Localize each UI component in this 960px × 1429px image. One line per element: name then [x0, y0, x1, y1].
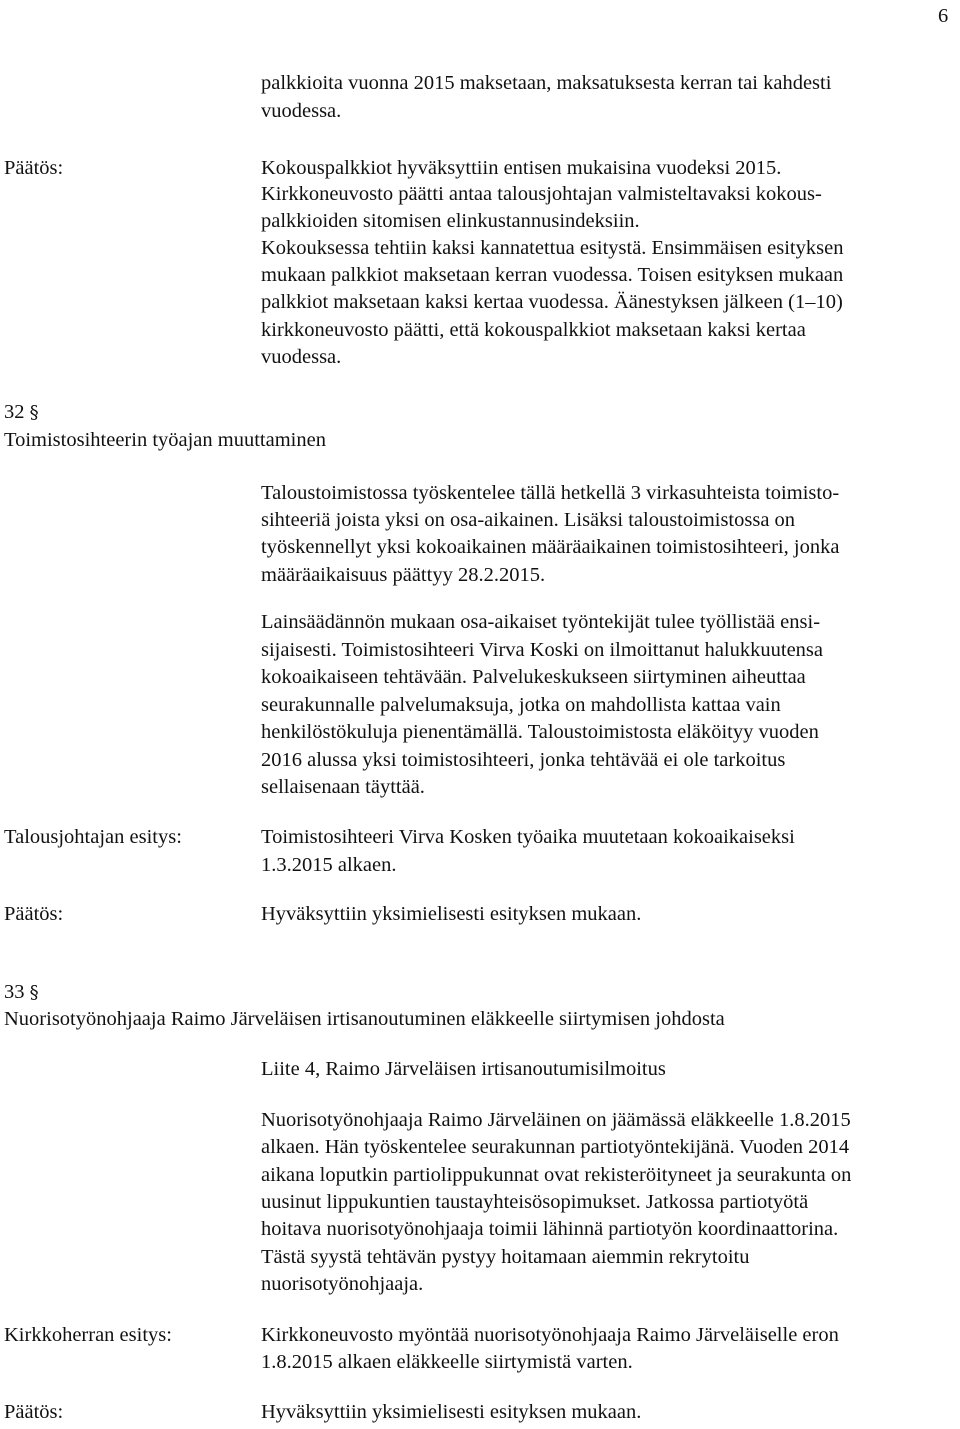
text-line: Kokouspalkkiot hyväksyttiin entisen mukaisina vuodeksi 2015. — [261, 157, 782, 179]
text-line: Kokouksessa tehtiin kaksi kannatettua esitystä. Ensimmäisen esityksen — [261, 237, 844, 259]
text-line: mukaan palkkiot maksetaan kerran vuodessa. Toisen esityksen mukaan — [261, 264, 844, 286]
text-line: palkkioiden sitomisen elinkustannusindeksiin. — [261, 210, 640, 232]
section-heading-number — [4, 982, 39, 1003]
text-line: 2016 alussa yksi toimistosihteeri, jonka tehtävää ei ole tarkoitus — [261, 749, 786, 771]
text-line: palkkioita vuonna 2015 maksetaan, maksatuksesta kerran tai kahdesti — [261, 72, 832, 94]
text-line: henkilöstökuluja pienentämällä. Taloustoimistosta eläköityy vuoden — [261, 721, 819, 743]
page-number: 6 — [938, 5, 949, 27]
decision-label: Päätös: — [4, 1401, 64, 1423]
text-line: Toimistosihteeri Virva Kosken työaika muutetaan kokoaikaiseksi — [261, 826, 795, 848]
text-line: vuodessa. — [261, 100, 342, 122]
text-line: sihteeriä joista yksi on osa-aikainen. Lisäksi taloustoimistossa on — [261, 509, 796, 531]
text-line: uusinut lippukuntien taustayhteisösopimukset. Jatkossa partiotyötä — [261, 1191, 809, 1213]
text-line: seurakunnalle palvelumaksuja, jotka on mahdollista kattaa vain — [261, 694, 781, 716]
text-line: Lainsäädännön mukaan osa-aikaiset työntekijät tulee työllistää ensi- — [261, 611, 821, 633]
decision-label: Päätös: — [4, 903, 64, 925]
text-line: alkaen. Hän työskentelee seurakunnan partiotyöntekijänä. Vuoden 2014 — [261, 1136, 850, 1158]
section-number: 33 — [4, 981, 25, 1003]
text-line: 1.8.2015 alkaen eläkkeelle siirtymistä varten. — [261, 1351, 633, 1373]
text-line: nuorisotyönohjaaja. — [261, 1273, 424, 1295]
text-line: kirkkoneuvosto päätti, että kokouspalkkiot maksetaan kaksi kertaa — [261, 319, 806, 341]
decision-label: Päätös: — [4, 157, 64, 179]
text-line: 1.3.2015 alkaen. — [261, 854, 397, 876]
text-line: Kirkkoneuvosto päätti antaa talousjohtajan valmisteltavaksi kokous- — [261, 183, 822, 205]
proposal-label: Kirkkoherran esitys: — [4, 1324, 172, 1346]
text-line: aikana loputkin partiolippukunnat ovat rekisteröityneet ja seurakunta on — [261, 1164, 852, 1186]
text-line: Taloustoimistossa työskentelee tällä hetkellä 3 virkasuhteista toimisto- — [261, 482, 840, 504]
text-line: kokoaikaiseen tehtävään. Palvelukeskukseen siirtyminen aiheuttaa — [261, 666, 806, 688]
text-line: Nuorisotyönohjaaja Raimo Järveläinen on jäämässä eläkkeelle 1.8.2015 — [261, 1109, 851, 1131]
text-line: sijaisesti. Toimistosihteeri Virva Koski on ilmoittanut halukkuutensa — [261, 639, 823, 661]
attachment-reference: Liite 4, Raimo Järveläisen irtisanoutumisilmoitus — [261, 1058, 666, 1080]
section-title: Toimistosihteerin työajan muuttaminen — [4, 429, 326, 451]
proposal-label: Talousjohtajan esitys: — [4, 826, 182, 848]
section-number: 32 — [4, 401, 25, 423]
decision-text: Hyväksyttiin yksimielisesti esityksen mukaan. — [261, 1401, 642, 1423]
section-symbol: § — [29, 982, 39, 1003]
text-line: Kirkkoneuvosto myöntää nuorisotyönohjaaja Raimo Järveläiselle eron — [261, 1324, 839, 1346]
text-line: Tästä syystä tehtävän pystyy hoitamaan aiemmin rekrytoitu — [261, 1246, 750, 1268]
text-line: palkkiot maksetaan kaksi kertaa vuodessa. Äänestyksen jälkeen (1–10) — [261, 291, 843, 313]
text-line: sellaisenaan täyttää. — [261, 776, 425, 798]
decision-text: Hyväksyttiin yksimielisesti esityksen mukaan. — [261, 903, 642, 925]
section-title: Nuorisotyönohjaaja Raimo Järveläisen irtisanoutuminen eläkkeelle siirtymisen johdosta — [4, 1008, 725, 1030]
text-line: työskennellyt yksi kokoaikainen määräaikainen toimistosihteeri, jonka — [261, 536, 840, 558]
text-line: vuodessa. — [261, 346, 342, 368]
section-heading-number — [4, 402, 39, 423]
section-symbol: § — [29, 402, 39, 423]
text-line: määräaikaisuus päättyy 28.2.2015. — [261, 564, 546, 586]
text-line: hoitava nuorisotyönohjaaja toimii lähinnä partiotyön koordinaattorina. — [261, 1218, 839, 1240]
